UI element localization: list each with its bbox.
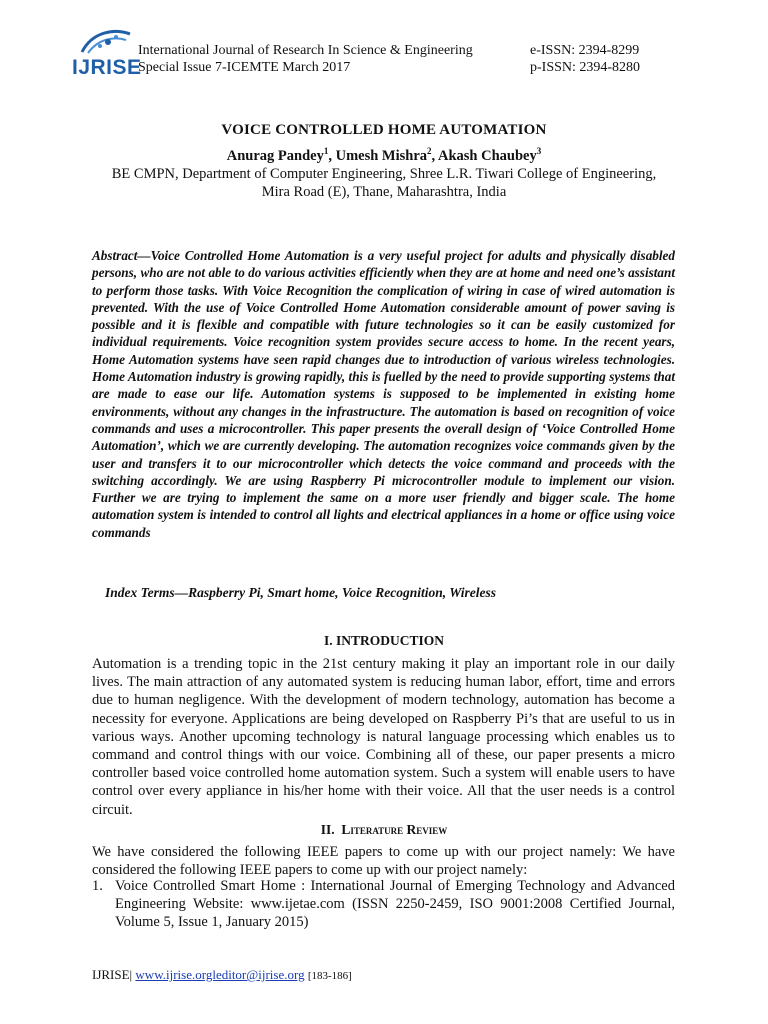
author-name: Akash Chaubey — [438, 147, 537, 164]
page-footer — [92, 967, 352, 983]
abstract: Abstract—Voice Controlled Home Automation is a very useful project for adults and physically disabled persons, who are not able to do various activities efficiently when they are at home and need one’s assistant to perform those tasks. With Voice Recognition the complication of wiring in case of wired automation is prevented. With the use of Voice Controlled Home Automation considerable amount of power saving is possible and it is flexible and compatible with future technologies so it can be easily customized for individual requirements. Voice recognition system provides secure access to home. In the recent years, Home Automation systems have seen rapid changes due to introduction of various wireless technologies. Home Automation industry is growing rapidly, this is fuelled by the need to provide supporting systems that are made to ease our life. Automation systems is supposed to be implemented in existing home environments, without any changes in the infrastructure. The automation is based on recognition of voice commands and uses a microcontroller. This paper presents the overall design of ‘Voice Controlled Home Automation’, which we are currently developing. The automation recognizes voice commands given by the user and transfers it to our microcontroller which detects the voice command and proceeds with the switching accordingly. We are using Raspberry Pi microcontroller module to implement our vision. Further we are trying to implement the same on a more user friendly and bigger scale. The home automation system is intended to control all lights and electrical appliances in a home or office using voice commands — [92, 248, 675, 540]
literature-intro-text: We have considered the following IEEE papers to come up with our project namely: We have considered the following IEEE papers to come up with our project namely: — [92, 844, 675, 879]
section-heading-literature-review — [0, 822, 768, 838]
paper-title: VOICE CONTROLLED HOME AUTOMATION — [221, 122, 547, 138]
author-list: Anurag Pandey$^1$, Umesh Mishra$^2$, Akash Chaubey$^3$ — [226, 146, 542, 164]
affiliation-line-1: BE CMPN, Department of Computer Engineering, Shree L.R. Tiwari College of Engineering, — [111, 166, 657, 182]
author-name: Anurag Pandey — [226, 147, 324, 164]
introduction-text: Automation is a trending topic in the 21st century making it play an important role in our daily lives. The main attraction of any automated system is reducing human labor, effort, time and errors due to human negligence. With the development of modern technology, automation has become a necessity for everyone. Applications are being developed on Raspberry Pi’s that are useful to us in various ways. Another upcoming technology is natural language processing which enables us to command and control things with our voice. Combining all of these, our paper presents a micro controller based voice controlled home automation system. Such a system will enable users to have control over every appliance in his/her home with their voice. All that the user needs is a control circuit. — [92, 656, 675, 818]
e-issn: e-ISSN: 2394-8299 — [530, 43, 640, 58]
journal-name: International Journal of Research In Science & Engineering — [138, 43, 473, 58]
footer-link[interactable]: www.ijrise.orgleditor@ijrise.org — [135, 967, 305, 982]
author-name: Umesh Mishra — [335, 147, 428, 164]
p-issn: p-ISSN: 2394-8280 — [530, 60, 641, 75]
section-number: II. — [320, 822, 335, 837]
journal-logo — [72, 26, 142, 79]
page-range: [183-186] — [307, 970, 352, 982]
logo-swoosh-icon — [78, 26, 132, 56]
section-heading-introduction: I. INTRODUCTION — [323, 633, 445, 648]
author-affil-mark: 3 — [536, 146, 542, 156]
list-item-number: 1. — [92, 878, 103, 894]
affiliation-line-2: Mira Road (E), Thane, Maharashtra, India — [261, 184, 507, 200]
index-terms: Index Terms—Raspberry Pi, Smart home, Voice Recognition, Wireless — [105, 585, 497, 600]
logo-text: IJRISE — [72, 56, 142, 79]
section-title: Literature Review — [341, 822, 448, 837]
journal-issue: Special Issue 7-ICEMTE March 2017 — [138, 60, 351, 75]
footer-label: IJRISE| — [92, 967, 133, 982]
list-item-text: Voice Controlled Smart Home : International Journal of Emerging Technology and Advanced Engineering Website: www.ijetae.com (ISSN 2250-2459, ISO 9001:2008 Certified Journal, Volume 5, Issue 1, January 2015) — [115, 878, 675, 931]
author-affil-mark: 1 — [323, 146, 329, 156]
author-affil-mark: 2 — [427, 146, 432, 156]
